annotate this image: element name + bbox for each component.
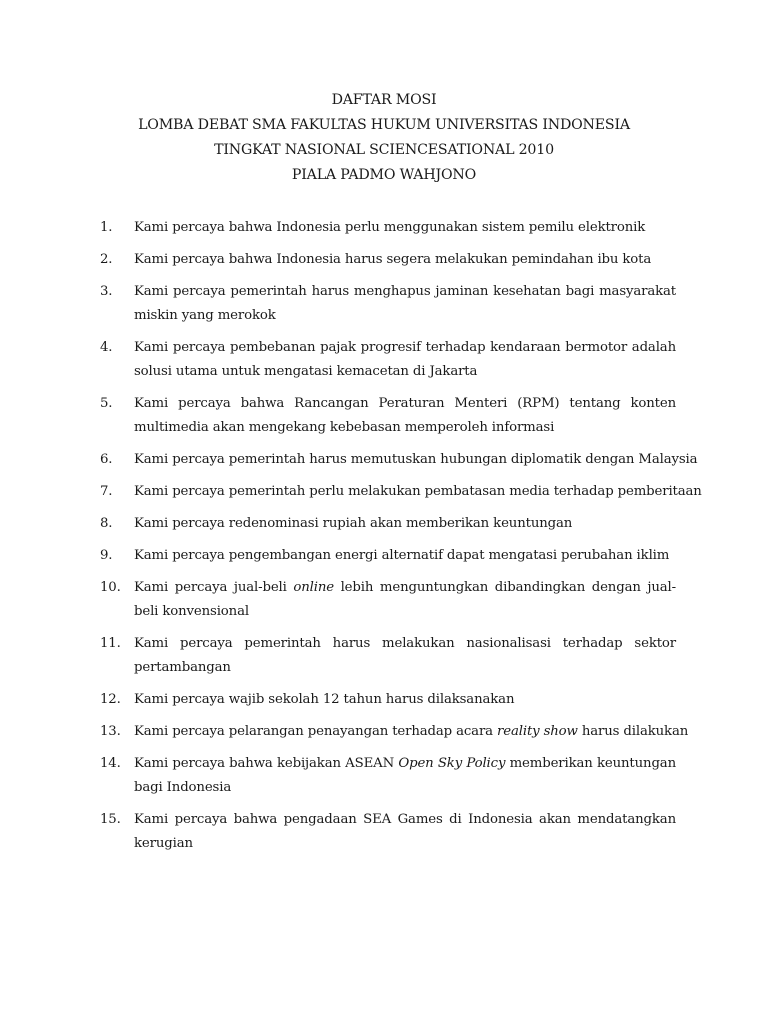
motion-item [100,688,676,712]
motion-item [100,720,689,744]
motion-number: 15. [100,812,121,827]
motion-item [100,544,676,568]
motion-number: 12. [100,692,121,707]
motion-list [100,216,702,864]
motion-number: 9. [100,548,113,563]
motion-item [100,280,676,328]
motion-text-start: Kami percaya jual-beli [134,580,294,595]
motion-item [100,512,676,536]
motion-text-italic: online [293,580,334,595]
motion-number: 2. [100,252,113,267]
document-title: DAFTAR MOSI [331,92,437,108]
motion-item [100,808,676,856]
motion-item [100,216,676,240]
motion-item [100,480,702,504]
motion-item [100,752,676,800]
trophy-name: PIALA PADMO WAHJONO [291,167,477,183]
motion-text: Kami percaya pemerintah harus melakukan nasionalisasi terhadap sektor pertambangan [134,636,676,675]
motion-text [134,756,676,795]
motion-number: 5. [100,396,113,411]
motion-text: Kami percaya wajib sekolah 12 tahun harus dilaksanakan [134,692,515,707]
competition-name: LOMBA DEBAT SMA FAKULTAS HUKUM UNIVERSITAS INDONESIA [138,117,630,133]
motion-text: Kami percaya pemerintah harus memutuskan hubungan diplomatik dengan Malaysia [134,452,698,467]
motion-number: 14. [100,756,121,771]
motion-item [100,576,676,624]
motion-text: Kami percaya bahwa pengadaan SEA Games di Indonesia akan mendatangkan kerugian [134,812,676,851]
competition-level: TINGKAT NASIONAL SCIENCESATIONAL 2010 [214,142,554,158]
motion-item [100,336,676,384]
motion-text-start: Kami percaya bahwa kebijakan ASEAN [134,756,399,771]
motion-text-italic: Open Sky Policy [398,756,506,771]
motion-item [100,448,698,472]
motion-text: Kami percaya bahwa Indonesia harus segera melakukan pemindahan ibu kota [134,252,652,267]
motion-number: 6. [100,452,113,467]
motion-text: Kami percaya pembebanan pajak progresif terhadap kendaraan bermotor adalah solusi utama untuk mengatasi kemacetan di Jakarta [134,340,676,379]
motion-number: 10. [100,580,121,595]
motion-text: Kami percaya pemerintah perlu melakukan pembatasan media terhadap pemberitaan [134,484,702,499]
motion-text-end: lebih menguntungkan dibandingkan dengan jual-beli konvensional [134,580,676,619]
motion-item [100,392,676,440]
motion-number: 8. [100,516,113,531]
motion-number: 7. [100,484,113,499]
motion-number: 1. [100,220,113,235]
motion-number: 3. [100,284,113,299]
motion-text: Kami percaya redenominasi rupiah akan memberikan keuntungan [134,516,573,531]
motion-text-end: memberikan keuntungan bagi Indonesia [134,756,677,795]
motion-text-italic: reality show [497,724,578,739]
motion-text-start: Kami percaya pelarangan penayangan terhadap acara [134,724,498,739]
motion-text [134,580,676,619]
motion-text: Kami percaya pengembangan energi alternatif dapat mengatasi perubahan iklim [134,548,670,563]
motion-text [134,724,688,739]
motion-text-end: harus dilakukan [577,724,689,739]
motion-item [100,632,676,680]
motion-text: Kami percaya pemerintah harus menghapus jaminan kesehatan bagi masyarakat miskin yang merokok [134,284,676,323]
motion-text: Kami percaya bahwa Rancangan Peraturan Menteri (RPM) tentang konten multimedia akan mengekang kebebasan memperoleh informasi [134,396,676,435]
motion-number: 11. [100,636,121,651]
document-header [0,88,768,188]
motion-text: Kami percaya bahwa Indonesia perlu menggunakan sistem pemilu elektronik [134,220,646,235]
motion-number: 4. [100,340,113,355]
motion-item [100,248,676,272]
motion-number: 13. [100,724,121,739]
